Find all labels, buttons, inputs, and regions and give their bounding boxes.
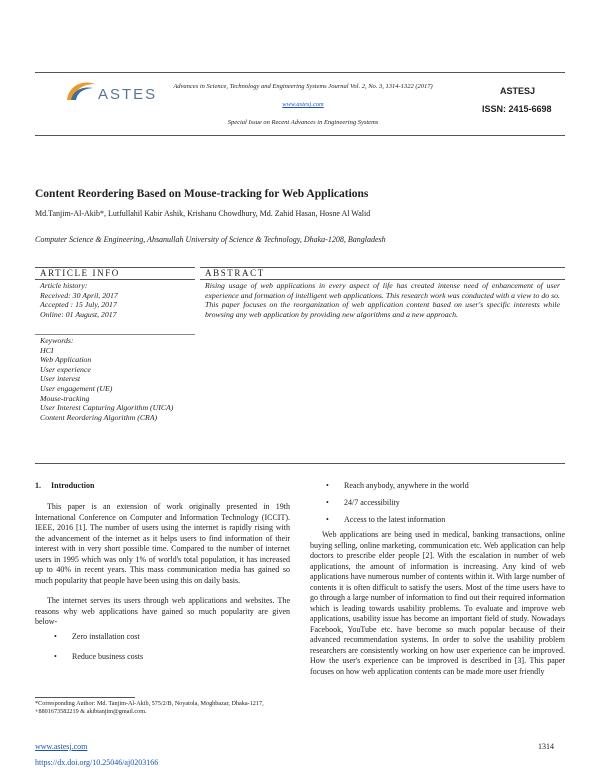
bullet-dot-icon: • [326, 481, 329, 490]
journal-abbrev: ASTESJ [500, 86, 536, 96]
journal-website-link[interactable]: www.astesj.com [282, 101, 324, 108]
body-separator-rule [35, 463, 565, 464]
bullet-item: Reduce business costs [72, 652, 144, 661]
keywords-rule [35, 334, 195, 335]
footer-website-link[interactable]: www.astesj.com [35, 742, 88, 751]
bullet-item: Access to the latest information [344, 515, 446, 524]
bullet-dot-icon: • [54, 652, 57, 661]
intro-paragraph-3: Web applications are being used in medical, banking transactions, online buying selling, online marketing, communication etc. Web application can help doctors to prescribe elder people [2]. With the escalation in number of web applications, the amount of information is increasing. Any kind of web applications have numerous number of contents within it. With large number of contents it is often difficult to satisfy the users. Most of the time users have to go through a large number of information to find out their required information which is leading towards usability problems. To evaluate and improve web applications, usability issue has become an important field of study. Nowadays Facebook, YouTube etc. have become so much popular because of their advanced recommendation systems. In order to solve the usability problem researchers are consistently working on how user experience can be improved. How the user's experience can be improved is described in [3]. This paper focuses on how web application contents can be made more user friendly [310, 530, 565, 676]
logo-wordmark: ASTES [98, 86, 158, 103]
online-date: Online: 01 August, 2017 [40, 309, 117, 319]
keyword-item: Web Application [40, 355, 92, 365]
authors: Md.Tanjim-Al-Akib*, Lutfullahil Kabir Ashik, Krishanu Chowdhury, Md. Zahid Hasan, Hosne Al Walid [35, 209, 371, 218]
header-top-rule [35, 72, 565, 73]
abstract-heading: ABSTRACT [205, 268, 265, 278]
paper-title: Content Reordering Based on Mouse-tracking for Web Applications [35, 188, 369, 200]
bullet-dot-icon: • [54, 632, 57, 641]
footnote-rule [35, 697, 135, 698]
history-label: Article history: [40, 281, 88, 290]
keyword-item: HCI [40, 345, 54, 355]
introduction-heading: 1. Introduction [35, 481, 95, 490]
bullet-dot-icon: • [326, 515, 329, 524]
keywords-block [40, 336, 195, 422]
keyword-item: User Interest Capturing Algorithm (UICA) [40, 403, 174, 413]
intro-paragraph-1: This paper is an extension of work originally presented in 19th International Conference on Computer and Information Technology (ICCIT). IEEE, 2016 [1]. The number of users using the internet is rapidly rising with the advancement of the internet as it helps users to find information of their interest with in very short possible time. Compared to the number of internet users in 1995 which was only 1% of world's total population, it has increased up to 40% in recent years. This mass communication media has gained so much popularity that people have been using this on daily basis. [35, 502, 290, 585]
keyword-item: User engagement (UE) [40, 383, 113, 393]
article-info-top-rule [35, 267, 195, 268]
bullet-item: Zero installation cost [72, 632, 140, 641]
affiliation: Computer Science & Engineering, Ahsanullah University of Science & Technology, Dhaka-1208, Bangladesh [35, 235, 386, 244]
accepted-date: Accepted : 15 July, 2017 [40, 300, 117, 310]
intro-paragraph-2: The internet serves its users through web applications and websites. The reasons why web applications have gained so much popularity are given below- [35, 596, 290, 626]
special-issue-line: Special Issue on Recent Advances in Engineering Systems [227, 119, 379, 126]
corresponding-author-footnote: *Corresponding Author: Md. Tanjim-Al-Akib, 575/2/B, Noyatola, Moghbazar, Dhaka-1217, +8801673582219 & akibtanjim@gmail.com. [35, 700, 264, 715]
keywords-label: Keywords: [40, 336, 74, 345]
abstract-text: Rising usage of web applications in every aspect of life has created intense need of enhancement of user experience and formation of intelligent web applications. This research work was conducted with a view to do so. This paper focuses on the reorganization of web application content based on user's specific interests while browsing any web application by providing new algorithms and a new approach. [205, 281, 560, 319]
bullet-item: Reach anybody, anywhere in the world [344, 481, 469, 490]
keyword-item: User interest [40, 374, 81, 384]
bullet-item: 24/7 accessibility [344, 498, 400, 507]
doi-link[interactable]: https://dx.doi.org/10.25046/aj0203166 [35, 758, 159, 767]
abstract-sub-rule [200, 279, 565, 280]
page-number: 1314 [538, 742, 554, 751]
keyword-item: Mouse-tracking [40, 393, 90, 403]
article-info-heading: ARTICLE INFO [40, 268, 120, 278]
header-bottom-rule [35, 135, 565, 136]
received-date: Received: 30 April, 2017 [40, 290, 118, 300]
article-info-sub-rule [35, 279, 195, 280]
article-history [40, 281, 195, 319]
abstract-top-rule [200, 267, 565, 268]
journal-line: Advances in Science, Technology and Engineering Systems Journal Vol. 2, No. 3, 1314-1322 (2017) [173, 83, 433, 90]
keyword-item: User experience [40, 364, 91, 374]
keyword-item: Content Reordering Algorithm (CRA) [40, 412, 158, 422]
bullet-dot-icon: • [326, 498, 329, 507]
issn: ISSN: 2415-6698 [482, 104, 552, 114]
